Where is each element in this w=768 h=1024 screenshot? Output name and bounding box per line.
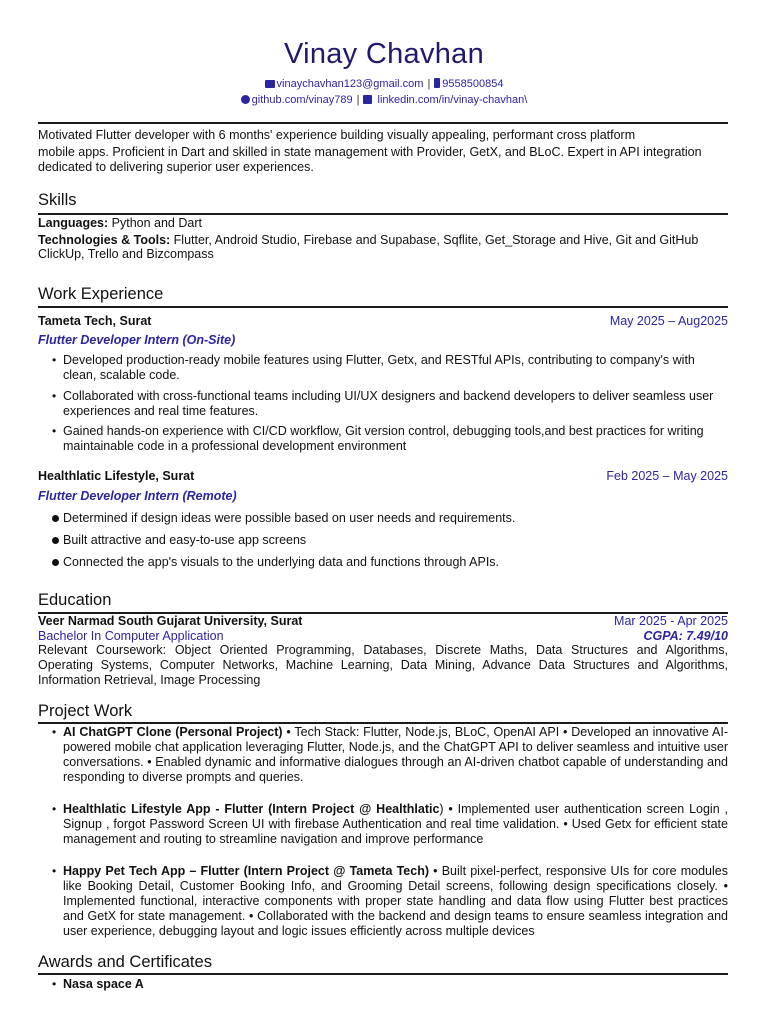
section-title-awards: Awards and Certificates bbox=[38, 953, 212, 971]
bullet: • bbox=[52, 864, 57, 878]
contact-line-2 bbox=[0, 94, 768, 106]
skills-languages bbox=[38, 216, 202, 230]
project-desc: • Built pixel-perfect, responsive UIs for core modules like Booking Detail, Customer Booking Info, and Grooming Detail screens, following design specifications closely. • Implemented functional, interactive components with proper state handling and data flow using Flutter best practices and GetX for state management. • Collaborated with the backend and design teams to ensure seamless integration and user experience, debugging layout and logic issues efficiently across multiple devices bbox=[63, 864, 728, 938]
linkedin-link[interactable]: linkedin.com/in/vinay-chavhan\ bbox=[377, 94, 528, 106]
divider bbox=[38, 306, 728, 308]
envelope-icon bbox=[265, 80, 275, 88]
job-org: Healthlatic Lifestyle, Surat bbox=[38, 469, 195, 483]
job-bullet: Gained hands-on experience with CI/CD workflow, Git version control, debugging tools,and best practices for writing maintainable code in a professional development environment bbox=[63, 424, 704, 453]
bullet: • bbox=[52, 389, 57, 403]
bullet: • bbox=[52, 977, 57, 991]
languages-value: Python and Dart bbox=[108, 216, 202, 230]
summary-line-2: mobile apps. Proficient in Dart and skilled in state management with Provider, GetX, and BLoC. Expert in API integration dedicated to delivering superior user experiences. bbox=[38, 145, 702, 174]
project-item bbox=[63, 864, 728, 939]
phone-number: 9558500854 bbox=[442, 78, 504, 90]
degree: Bachelor In Computer Application bbox=[38, 629, 224, 643]
separator: | bbox=[356, 94, 360, 106]
project-item bbox=[63, 725, 728, 785]
linkedin-icon bbox=[363, 95, 372, 104]
section-title-projects: Project Work bbox=[38, 702, 133, 720]
divider bbox=[38, 213, 728, 215]
job-date: May 2025 – Aug2025 bbox=[609, 314, 728, 328]
job-bullet: Determined if design ideas were possible based on user needs and requirements. bbox=[63, 511, 516, 525]
project-desc: • Tech Stack: Flutter, Node.js, BLoC, OpenAI API • Developed an innovative AI-powered mobile chat application leveraging Flutter, Node.js, and the ChatGPT API to deliver seamless and intuitive user conversations. • Enabled dynamic and informative dialogues through an AI-driven chatbot capable of understanding and responding to diverse prompts and queries. bbox=[63, 725, 728, 784]
bullet-dot bbox=[52, 515, 59, 522]
job-bullet: Connected the app's visuals to the underlying data and functions through APIs. bbox=[63, 555, 500, 569]
bullet: • bbox=[52, 424, 57, 438]
skills-tools-cont: ClickUp, Trello and Bizcompass bbox=[38, 247, 214, 261]
job-role: Flutter Developer Intern (On-Site) bbox=[38, 333, 236, 347]
bullet: • bbox=[52, 353, 57, 367]
project-name: Happy Pet Tech App – Flutter (Intern Project @ Tameta Tech) bbox=[63, 864, 429, 878]
divider bbox=[38, 973, 728, 975]
job-bullet: Built attractive and easy-to-use app screens bbox=[63, 533, 307, 547]
education-date: Mar 2025 - Apr 2025 bbox=[614, 614, 728, 628]
github-icon bbox=[241, 95, 250, 104]
bullet: • bbox=[52, 725, 57, 739]
bullet: • bbox=[52, 802, 57, 816]
email-link[interactable]: vinaychavhan123@gmail.com bbox=[276, 78, 424, 90]
skills-tools bbox=[38, 233, 698, 247]
job-bullet: Collaborated with cross-functional teams including UI/UX designers and backend developers to deliver seamless user experiences and real time features. bbox=[63, 389, 714, 418]
job-bullet: Developed production-ready mobile features using Flutter, Getx, and RESTful APIs, contributing to company's with clean, scalable code. bbox=[63, 353, 695, 382]
divider bbox=[38, 722, 728, 724]
divider bbox=[38, 122, 728, 124]
tools-value: Flutter, Android Studio, Firebase and Supabase, Sqflite, Get_Storage and Hive, Git and GitHub bbox=[170, 233, 699, 247]
tools-label: Technologies & Tools: bbox=[38, 233, 171, 247]
summary-line-1: Motivated Flutter developer with 6 months' experience building visually appealing, performant cross platform bbox=[38, 128, 636, 142]
github-link[interactable]: github.com/vinay789 bbox=[251, 94, 353, 106]
coursework: Relevant Coursework: Object Oriented Programming, Databases, Discrete Maths, Data Structures and Algorithms, Operating Systems, Computer Networks, Machine Learning, Data Mining, Advance Data Structures and Algorithms, Information Retrieval, Image Processing bbox=[38, 643, 728, 687]
project-name: AI ChatGPT Clone (Personal Project) bbox=[63, 725, 283, 739]
section-title-education: Education bbox=[38, 591, 112, 609]
bullet-dot bbox=[52, 559, 59, 566]
project-name: Healthlatic Lifestyle App - Flutter (Intern Project @ Healthlatic bbox=[63, 802, 440, 816]
bullet-dot bbox=[52, 537, 59, 544]
award-item: Nasa space A bbox=[63, 977, 144, 991]
job-org: Tameta Tech, Surat bbox=[38, 314, 152, 328]
job-role: Flutter Developer Intern (Remote) bbox=[38, 489, 237, 503]
project-desc: ) • Implemented user authentication screen Login , Signup , forgot Password Screen UI with firebase Authentication and real time validation. • Used Getx for efficient state management and routing to streamline navigation and improve performance bbox=[63, 802, 728, 846]
project-item bbox=[63, 802, 728, 847]
cgpa: CGPA: 7.49/10 bbox=[643, 629, 728, 643]
section-title-skills: Skills bbox=[38, 191, 77, 209]
resume-name: Vinay Chavhan bbox=[283, 38, 485, 70]
phone-icon bbox=[434, 78, 440, 88]
section-title-work: Work Experience bbox=[38, 285, 164, 303]
job-date: Feb 2025 – May 2025 bbox=[606, 469, 728, 483]
contact-line-1 bbox=[0, 78, 768, 90]
languages-label: Languages: bbox=[38, 216, 109, 230]
school-name: Veer Narmad South Gujarat University, Surat bbox=[38, 614, 303, 628]
separator: | bbox=[427, 78, 431, 90]
